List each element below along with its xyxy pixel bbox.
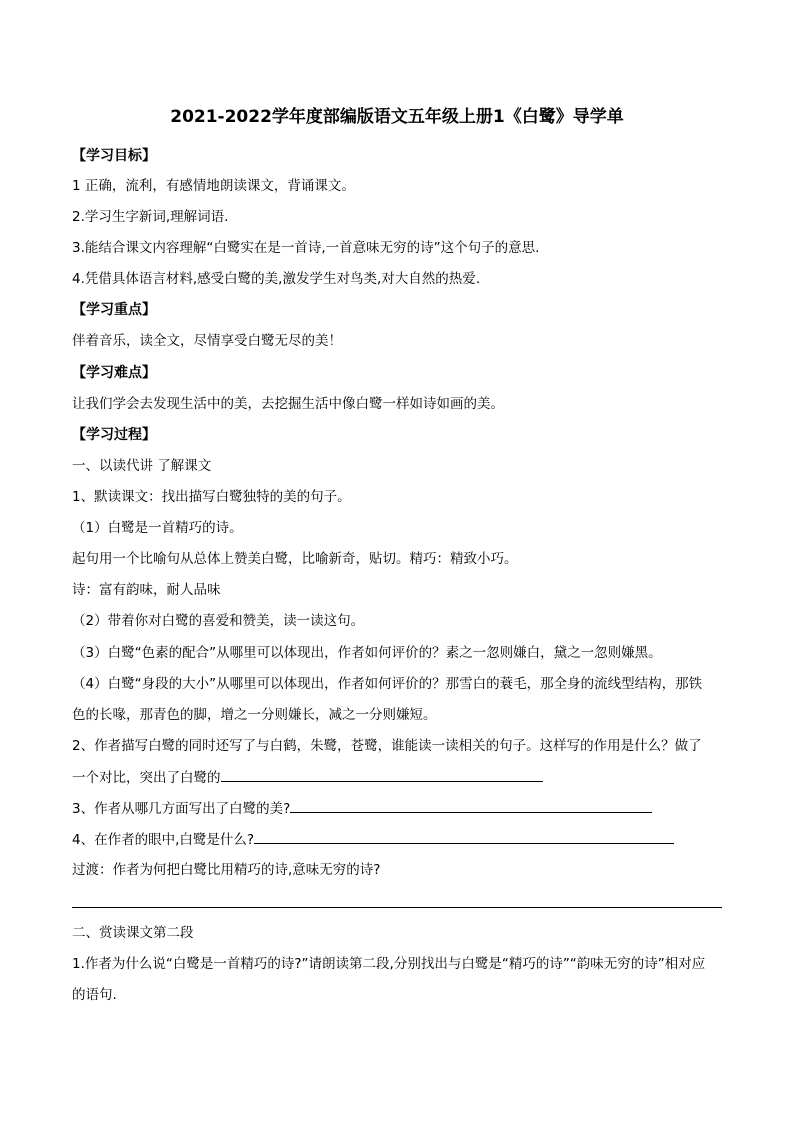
transition-text: 过渡：作者为何把白鹭比用精巧的诗,意味无穷的诗?	[72, 862, 381, 878]
point-4-line1: （4）白鹭“身段的大小”从哪里可以体现出，作者如何评价的？那雪白的蓑毛，那全身的流线型结构，那铁	[72, 676, 703, 692]
difficulty-text: 让我们学会去发现生活中的美，去挖掘生活中像白鹭一样如诗如画的美。	[72, 396, 504, 412]
answer-blank-4[interactable]	[254, 829, 674, 844]
process-heading: 【学习过程】	[72, 427, 156, 443]
answer-blank-2[interactable]	[221, 767, 543, 782]
goal-item-1: 1 正确，流利，有感情地朗读课文，背诵课文。	[72, 178, 355, 194]
section2-question-1-line2: 的语句.	[72, 987, 117, 1003]
question-1: 1、默读课文：找出描写白鹭独特的美的句子。	[72, 489, 351, 505]
page-title: 2021-2022学年度部编版语文五年级上册1《白鹭》导学单	[170, 107, 624, 127]
goals-heading: 【学习目标】	[72, 148, 156, 164]
question-3	[72, 798, 652, 819]
point-1-poem: 诗：富有韵味，耐人品味	[72, 582, 221, 598]
goal-item-3: 3.能结合课文内容理解“白鹭实在是一首诗,一首意味无穷的诗”这个句子的意思.	[72, 240, 540, 256]
goal-item-2: 2.学习生字新词,理解词语.	[72, 209, 229, 225]
answer-line-transition[interactable]	[72, 907, 722, 908]
goal-item-4: 4.凭借具体语言材料,感受白鹭的美,激发学生对鸟类,对大自然的热爱.	[72, 271, 481, 287]
difficulty-heading: 【学习难点】	[72, 365, 156, 381]
point-3: （3）白鹭“色素的配合”从哪里可以体现出，作者如何评价的？素之一忽则嫌白，黛之一忽则嫌黑。	[72, 645, 662, 661]
point-4-line2: 色的长喙，那青色的脚，增之一分则嫌长，减之一分则嫌短。	[72, 707, 437, 723]
section2-question-1-line1: 1.作者为什么说“白鹭是一首精巧的诗?”请朗读第二段,分别找出与白鹭是“精巧的诗”“韵味无穷的诗”相对应	[72, 956, 706, 972]
point-1-note: 起句用一个比喻句从总体上赞美白鹭，比喻新奇，贴切。精巧：精致小巧。	[72, 551, 518, 567]
question-3-text: 3、作者从哪几方面写出了白鹭的美?	[72, 801, 291, 817]
question-2-text: 一个对比，突出了白鹭的	[72, 770, 221, 786]
section2-title: 二、赏读课文第二段	[72, 925, 194, 941]
answer-blank-3[interactable]	[290, 798, 652, 813]
question-2-line2	[72, 767, 543, 788]
point-2: （2）带着你对白鹭的喜爱和赞美，读一读这句。	[72, 613, 365, 629]
question-4	[72, 829, 674, 850]
section1-title: 一、以读代讲 了解课文	[72, 458, 212, 474]
focus-heading: 【学习重点】	[72, 302, 156, 318]
point-1: （1）白鹭是一首精巧的诗。	[72, 520, 243, 536]
question-2-line1: 2、作者描写白鹭的同时还写了与白鹤，朱鹭，苍鹭，谁能读一读相关的句子。这样写的作用是什么？做了	[72, 738, 702, 754]
focus-text: 伴着音乐，读全文，尽情享受白鹭无尽的美！	[72, 333, 342, 349]
question-4-text: 4、在作者的眼中,白鹭是什么?	[72, 832, 255, 848]
